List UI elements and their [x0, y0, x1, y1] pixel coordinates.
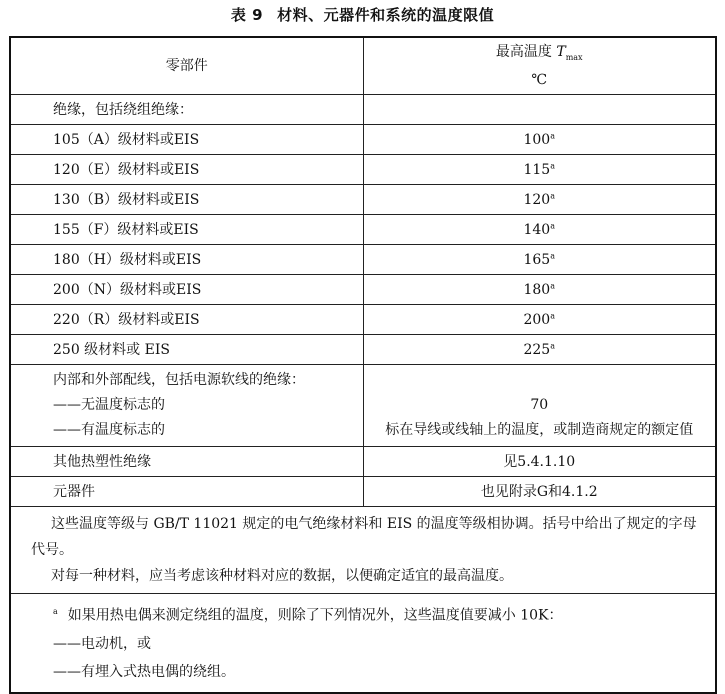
- wiring-heading: 内部和外部配线，包括电源软线的绝缘：: [53, 372, 305, 388]
- note-paragraph-1: 这些温度等级与 GB/T 11021 规定的电气绝缘材料和 EIS 的温度等级相协调。括号中给出了规定的字母代号。: [31, 516, 697, 558]
- thermoplastic-value: 见5.4.1.10: [363, 447, 716, 477]
- row-label: 130（B）级材料或EIS: [10, 185, 363, 215]
- wiring-values: [363, 365, 716, 447]
- footnote-mark: a: [550, 310, 555, 320]
- note-row: [10, 507, 716, 594]
- thermoplastic-label: 其他热塑性绝缘: [10, 447, 363, 477]
- footnote-row: [10, 594, 716, 693]
- table-row: [10, 185, 716, 215]
- header-parts: 零部件: [10, 37, 363, 95]
- footnote-line-3: ——有埋入式热电偶的绕组。: [53, 663, 235, 680]
- footnote-mark: a: [550, 280, 555, 290]
- footnote-line-1: 如果用热电偶来测定绕组的温度，则除了下列情况外，这些温度值要减小 10K：: [67, 607, 563, 624]
- wiring-unmarked-value: 70: [530, 397, 549, 413]
- header-max-temp-label: 最高温度: [495, 44, 552, 61]
- header-max-temp: [363, 37, 716, 95]
- note-paragraph-2: 对每一种材料，应当考虑该种材料对应的数据，以便确定适宜的最高温度。: [51, 568, 513, 584]
- wiring-unmarked-label: ——无温度标志的: [53, 397, 165, 413]
- footnote-mark: a: [550, 160, 555, 170]
- footnote-mark: a: [550, 340, 555, 350]
- components-row: [10, 477, 716, 507]
- row-label: 120（E）级材料或EIS: [10, 155, 363, 185]
- footnote-mark: a: [550, 220, 555, 230]
- temperature-limits-table: [9, 36, 717, 694]
- row-value: 200$^a$: [363, 305, 716, 335]
- table-note: [10, 507, 716, 594]
- wiring-marked-label: ——有温度标志的: [53, 422, 165, 438]
- wiring-row: [10, 365, 716, 447]
- row-label: 180（H）级材料或EIS: [10, 245, 363, 275]
- table-row: [10, 155, 716, 185]
- header-unit: ℃: [531, 71, 548, 88]
- row-label: 155（F）级材料或EIS: [10, 215, 363, 245]
- row-value: 180$^a$: [363, 275, 716, 305]
- footnote-line-2: ——电动机，或: [53, 635, 151, 652]
- table-row: [10, 215, 716, 245]
- table-title: [0, 4, 725, 25]
- footnote-mark: a: [550, 190, 555, 200]
- table-title-text: 材料、元器件和系统的温度限值: [277, 6, 495, 24]
- table-row: [10, 125, 716, 155]
- header-row: [10, 37, 716, 95]
- table-row: [10, 305, 716, 335]
- components-value: 也见附录G和4.1.2: [363, 477, 716, 507]
- table-row: [10, 245, 716, 275]
- table-number: 表 9: [230, 6, 264, 24]
- footnote-mark: a: [550, 130, 555, 140]
- table-row: [10, 275, 716, 305]
- row-label: 220（R）级材料或EIS: [10, 305, 363, 335]
- row-value: 115$^a$: [363, 155, 716, 185]
- group-insulation-empty: [363, 95, 716, 125]
- row-label: 200（N）级材料或EIS: [10, 275, 363, 305]
- components-label: 元器件: [10, 477, 363, 507]
- wiring-marked-value: 标在导线或线轴上的温度，或制造商规定的额定值: [385, 422, 694, 438]
- row-value: 100$^a$: [363, 125, 716, 155]
- row-label: 250 级材料或 EIS: [10, 335, 363, 365]
- group-row-insulation: [10, 95, 716, 125]
- footnote-mark: a: [53, 607, 58, 616]
- footnote-mark: a: [550, 250, 555, 260]
- wiring-labels: [10, 365, 363, 447]
- group-insulation-label: 绝缘，包括绕组绝缘：: [10, 95, 363, 125]
- thermoplastic-row: [10, 447, 716, 477]
- row-value: 120$^a$: [363, 185, 716, 215]
- row-value: 165$^a$: [363, 245, 716, 275]
- row-label: 105（A）级材料或EIS: [10, 125, 363, 155]
- table-footnote: [10, 594, 716, 693]
- table-row: [10, 335, 716, 365]
- tmax-symbol: $T_{max}$: [556, 44, 583, 62]
- row-value: 140$^a$: [363, 215, 716, 245]
- row-value: 225$^a$: [363, 335, 716, 365]
